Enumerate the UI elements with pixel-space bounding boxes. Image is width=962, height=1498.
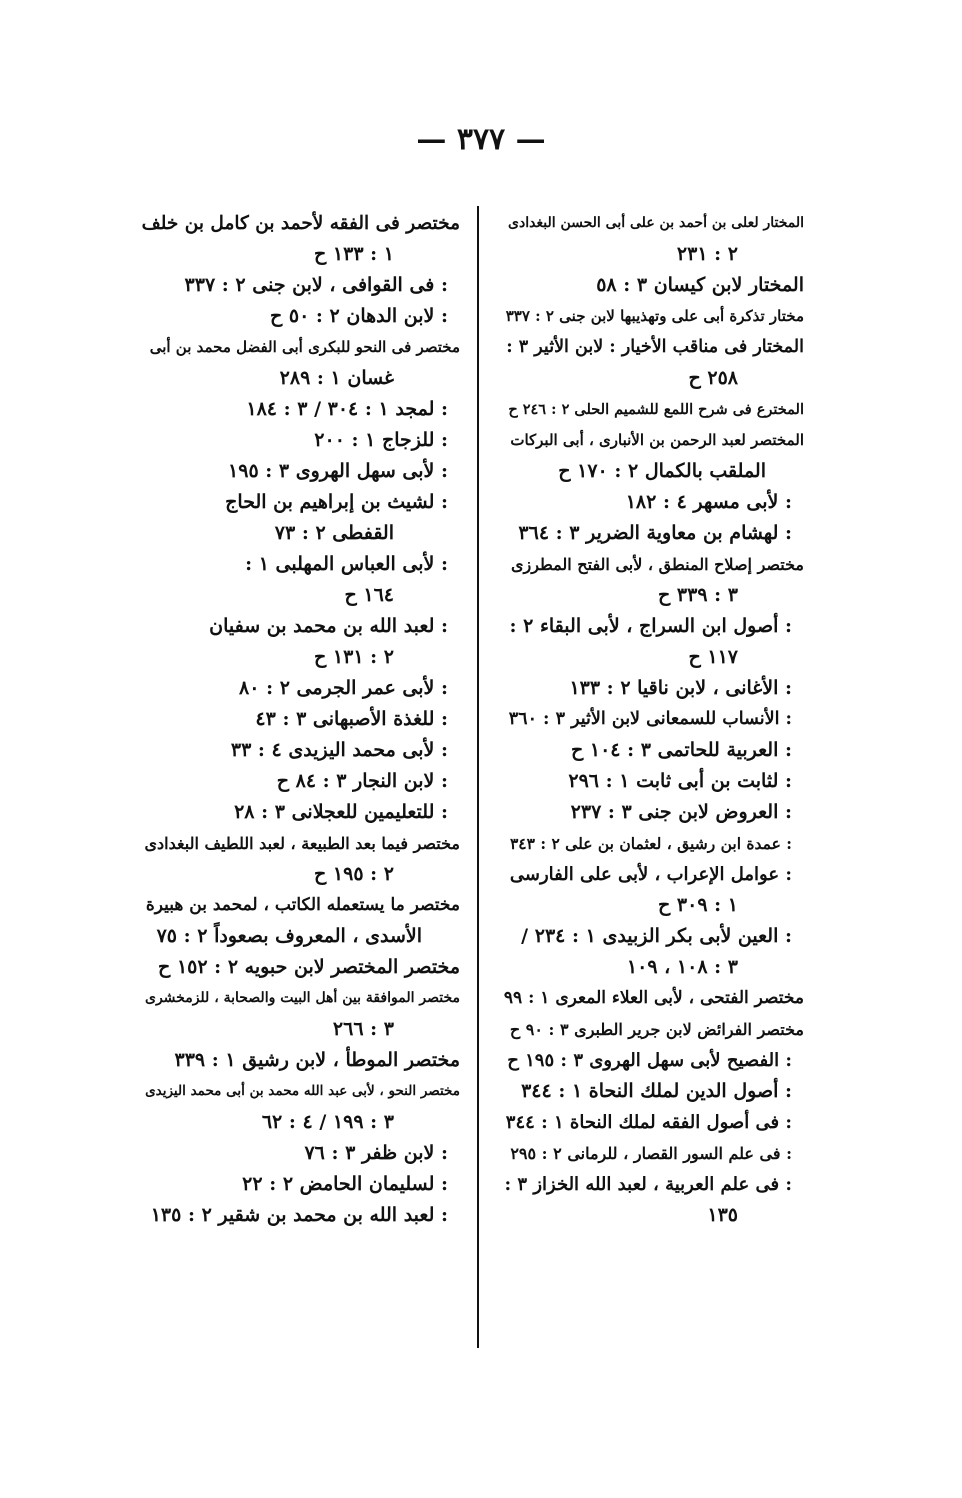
index-entry-line: مختصر الفتحى ، لأبى العلاء المعرى ١ : ٩٩: [503, 988, 804, 1008]
index-entry-line: : عمدة ابن رشيق ، لعثمان بن على ٢ : ٣٤٣: [509, 834, 792, 853]
index-entry-line: ٣ : ٢٦٦: [332, 1018, 394, 1040]
index-entry-line: : لابن النجار ٣ : ٨٤ ح: [276, 770, 448, 792]
index-entry-line: : الفصيح لأبى سهل الهروى ٣ : ١٩٥ ح: [507, 1050, 792, 1071]
index-entry-line: : أصول الدين لملك النحاة ١ : ٣٤٤: [521, 1080, 792, 1102]
index-entry-line: : للزجاج ١ : ٢٠٠: [314, 429, 448, 451]
index-entry-line: : لأبى سهل الهروى ٣ : ١٩٥: [228, 460, 448, 482]
index-entry-line: : لمجد ١ : ٣٠٤ / ٣ : ١٨٤: [246, 398, 448, 420]
index-entry-line: مختصر فى النحو للبكرى أبى الفضل محمد بن أبى: [149, 338, 460, 356]
right-column: [504, 208, 804, 1231]
index-entry-line: مختصر الموافقة بين أهل البيت والصحابة ، للزمخشرى: [144, 990, 460, 1006]
index-entry-line: مختصر فيما بعد الطبيعة ، لعبد اللطيف البغدادى: [144, 834, 460, 853]
index-entry-line: القفطى ٢ : ٧٣: [274, 522, 394, 544]
index-entry-line: : لابن الدهان ٢ : ٥٠ ح: [269, 305, 448, 327]
index-entry-line: : لعبد الله بن محمد بن شقير ٢ : ١٣٥: [150, 1204, 448, 1226]
index-entry-line: ٢ : ٢٣١: [676, 243, 738, 265]
index-entry-line: ١٣٥: [707, 1204, 738, 1226]
index-entry-line: : لعبد الله بن محمد بن سفيان: [209, 615, 448, 637]
index-entry-line: مختصر الفرائض لابن جرير الطبرى ٣ : ٩٠ ح: [509, 1020, 804, 1039]
index-entry-line: : العين لأبى بكر الزبيدى ١ : ٢٣٤ /: [521, 925, 792, 947]
index-entry-line: ١ : ٣٠٩ ح: [658, 894, 738, 916]
index-entry-line: مختصر الموطأ ، لابن رشيق ١ : ٣٣٩: [174, 1049, 460, 1071]
index-entry-line: ٢٥٨ ح: [688, 367, 738, 389]
index-entry-line: ٢ : ١٣١ ح: [314, 646, 394, 668]
index-entry-line: : فى علم السور القصار ، للرمانى ٢ : ٢٩٥: [510, 1144, 792, 1163]
index-entry-line: : العربية للحاتمى ٣ : ١٠٤ ح: [570, 739, 792, 761]
left-column: [140, 208, 460, 1231]
index-entry-line: الأسدى ، المعروف بصعوداً ٢ : ٧٥: [156, 925, 422, 947]
index-entry-line: ٢ : ١٩٥ ح: [314, 863, 394, 885]
index-entry-line: : للغذة الأصبهانى ٣ : ٤٣: [255, 708, 448, 730]
index-entry-line: مختصر إصلاح المنطق ، لأبى الفتح المطرزى: [510, 555, 804, 574]
index-entry-line: : فى أصول الفقه لملك النحاة ١ : ٣٤٤: [505, 1112, 792, 1133]
index-entry-line: : فى علم العربية ، لعبد الله الخزاز ٣ :: [504, 1174, 792, 1195]
index-entry-line: مختصر ما يستعمله الكاتب ، لمحمد بن هبيرة: [145, 895, 460, 915]
index-entry-line: : لشيث بن إبراهيم بن الحاج: [225, 491, 448, 513]
index-entry-line: ١ : ١٣٣ ح: [314, 243, 394, 265]
index-entry-line: مختار تذكرة أبى على وتهذيبها لابن جنى ٢ : ٣٣٧: [505, 307, 804, 325]
index-entry-line: : لأبى مسهر ٤ : ١٨٢: [625, 491, 792, 513]
index-entry-line: : أصول ابن السراج ، لأبى البقاء ٢ :: [509, 615, 792, 637]
index-entry-line: : عوامل الإعراب ، لأبى على الفارسى: [509, 864, 792, 885]
index-entry-line: مختصر فى الفقه لأحمد بن كامل بن خلف: [141, 213, 460, 234]
index-entry-line: : الأنساب للسمعانى لابن الأثير ٣ : ٣٦٠: [508, 709, 792, 729]
index-entry-line: : للتعليمين للعجلانى ٣ : ٢٨: [234, 801, 448, 823]
index-entry-line: : لابن ظفر ٣ : ٧٦: [304, 1142, 448, 1164]
index-entry-line: ٣ : ٣٣٩ ح: [658, 584, 738, 606]
index-entry-line: المختار لعلى بن أحمد بن على أبى الحسن البغدادى: [508, 215, 804, 231]
index-entry-line: ٣ : ١٩٩ / ٤ : ٦٢: [261, 1111, 394, 1133]
index-entry-line: : لهشام بن معاوية الضرير ٣ : ٣٦٤: [518, 522, 792, 544]
index-entry-line: : الأغانى ، لابن ناقيا ٢ : ١٣٣: [569, 677, 792, 699]
index-entry-line: : لسليمان الحامض ٢ : ٢٢: [242, 1173, 448, 1195]
index-entry-line: ١١٧ ح: [688, 646, 738, 668]
index-entry-line: : العروض لابن جنى ٣ : ٢٣٧: [570, 801, 792, 823]
index-entry-line: المختصر لعبد الرحمن بن الأنبارى ، أبى البركات: [510, 431, 804, 449]
index-entry-line: المختار لابن كيسان ٣ : ٥٨: [596, 274, 804, 296]
index-entry-line: الملقب بالكمال ٢ : ١٧٠ ح: [558, 460, 766, 482]
index-entry-line: ١٦٤ ح: [344, 584, 394, 606]
index-entry-line: : فى القوافى ، لابن جنى ٢ : ٣٣٧: [184, 274, 448, 296]
index-entry-line: : لأبى عمر الجرمى ٢ : ٨٠: [239, 677, 448, 699]
column-divider: [477, 206, 479, 1348]
page-number: — ٣٧٧ —: [416, 122, 546, 157]
index-entry-line: : لأبى العباس المهلبى ١ :: [245, 553, 448, 575]
index-entry-line: غسان ١ : ٢٨٩: [279, 367, 394, 389]
index-entry-line: مختصر المختصر لابن حبويه ٢ : ١٥٢ ح: [158, 956, 460, 978]
index-entry-line: المخترع فى شرح اللمع للشميم الحلى ٢ : ٢٤٦ ح: [508, 401, 804, 418]
index-entry-line: : لأبى محمد اليزيدى ٤ : ٣٣: [230, 739, 448, 761]
index-entry-line: : لثابت بن أبى ثابت ١ : ٢٩٦: [568, 770, 792, 792]
index-entry-line: ٣ : ١٠٨ ، ١٠٩: [626, 956, 738, 978]
index-entry-line: المختار فى مناقب الأخيار : لابن الأثير ٣ :: [506, 337, 804, 357]
index-entry-line: مختصر النحو ، لأبى عبد الله محمد بن أبى محمد اليزيدى: [145, 1083, 460, 1099]
